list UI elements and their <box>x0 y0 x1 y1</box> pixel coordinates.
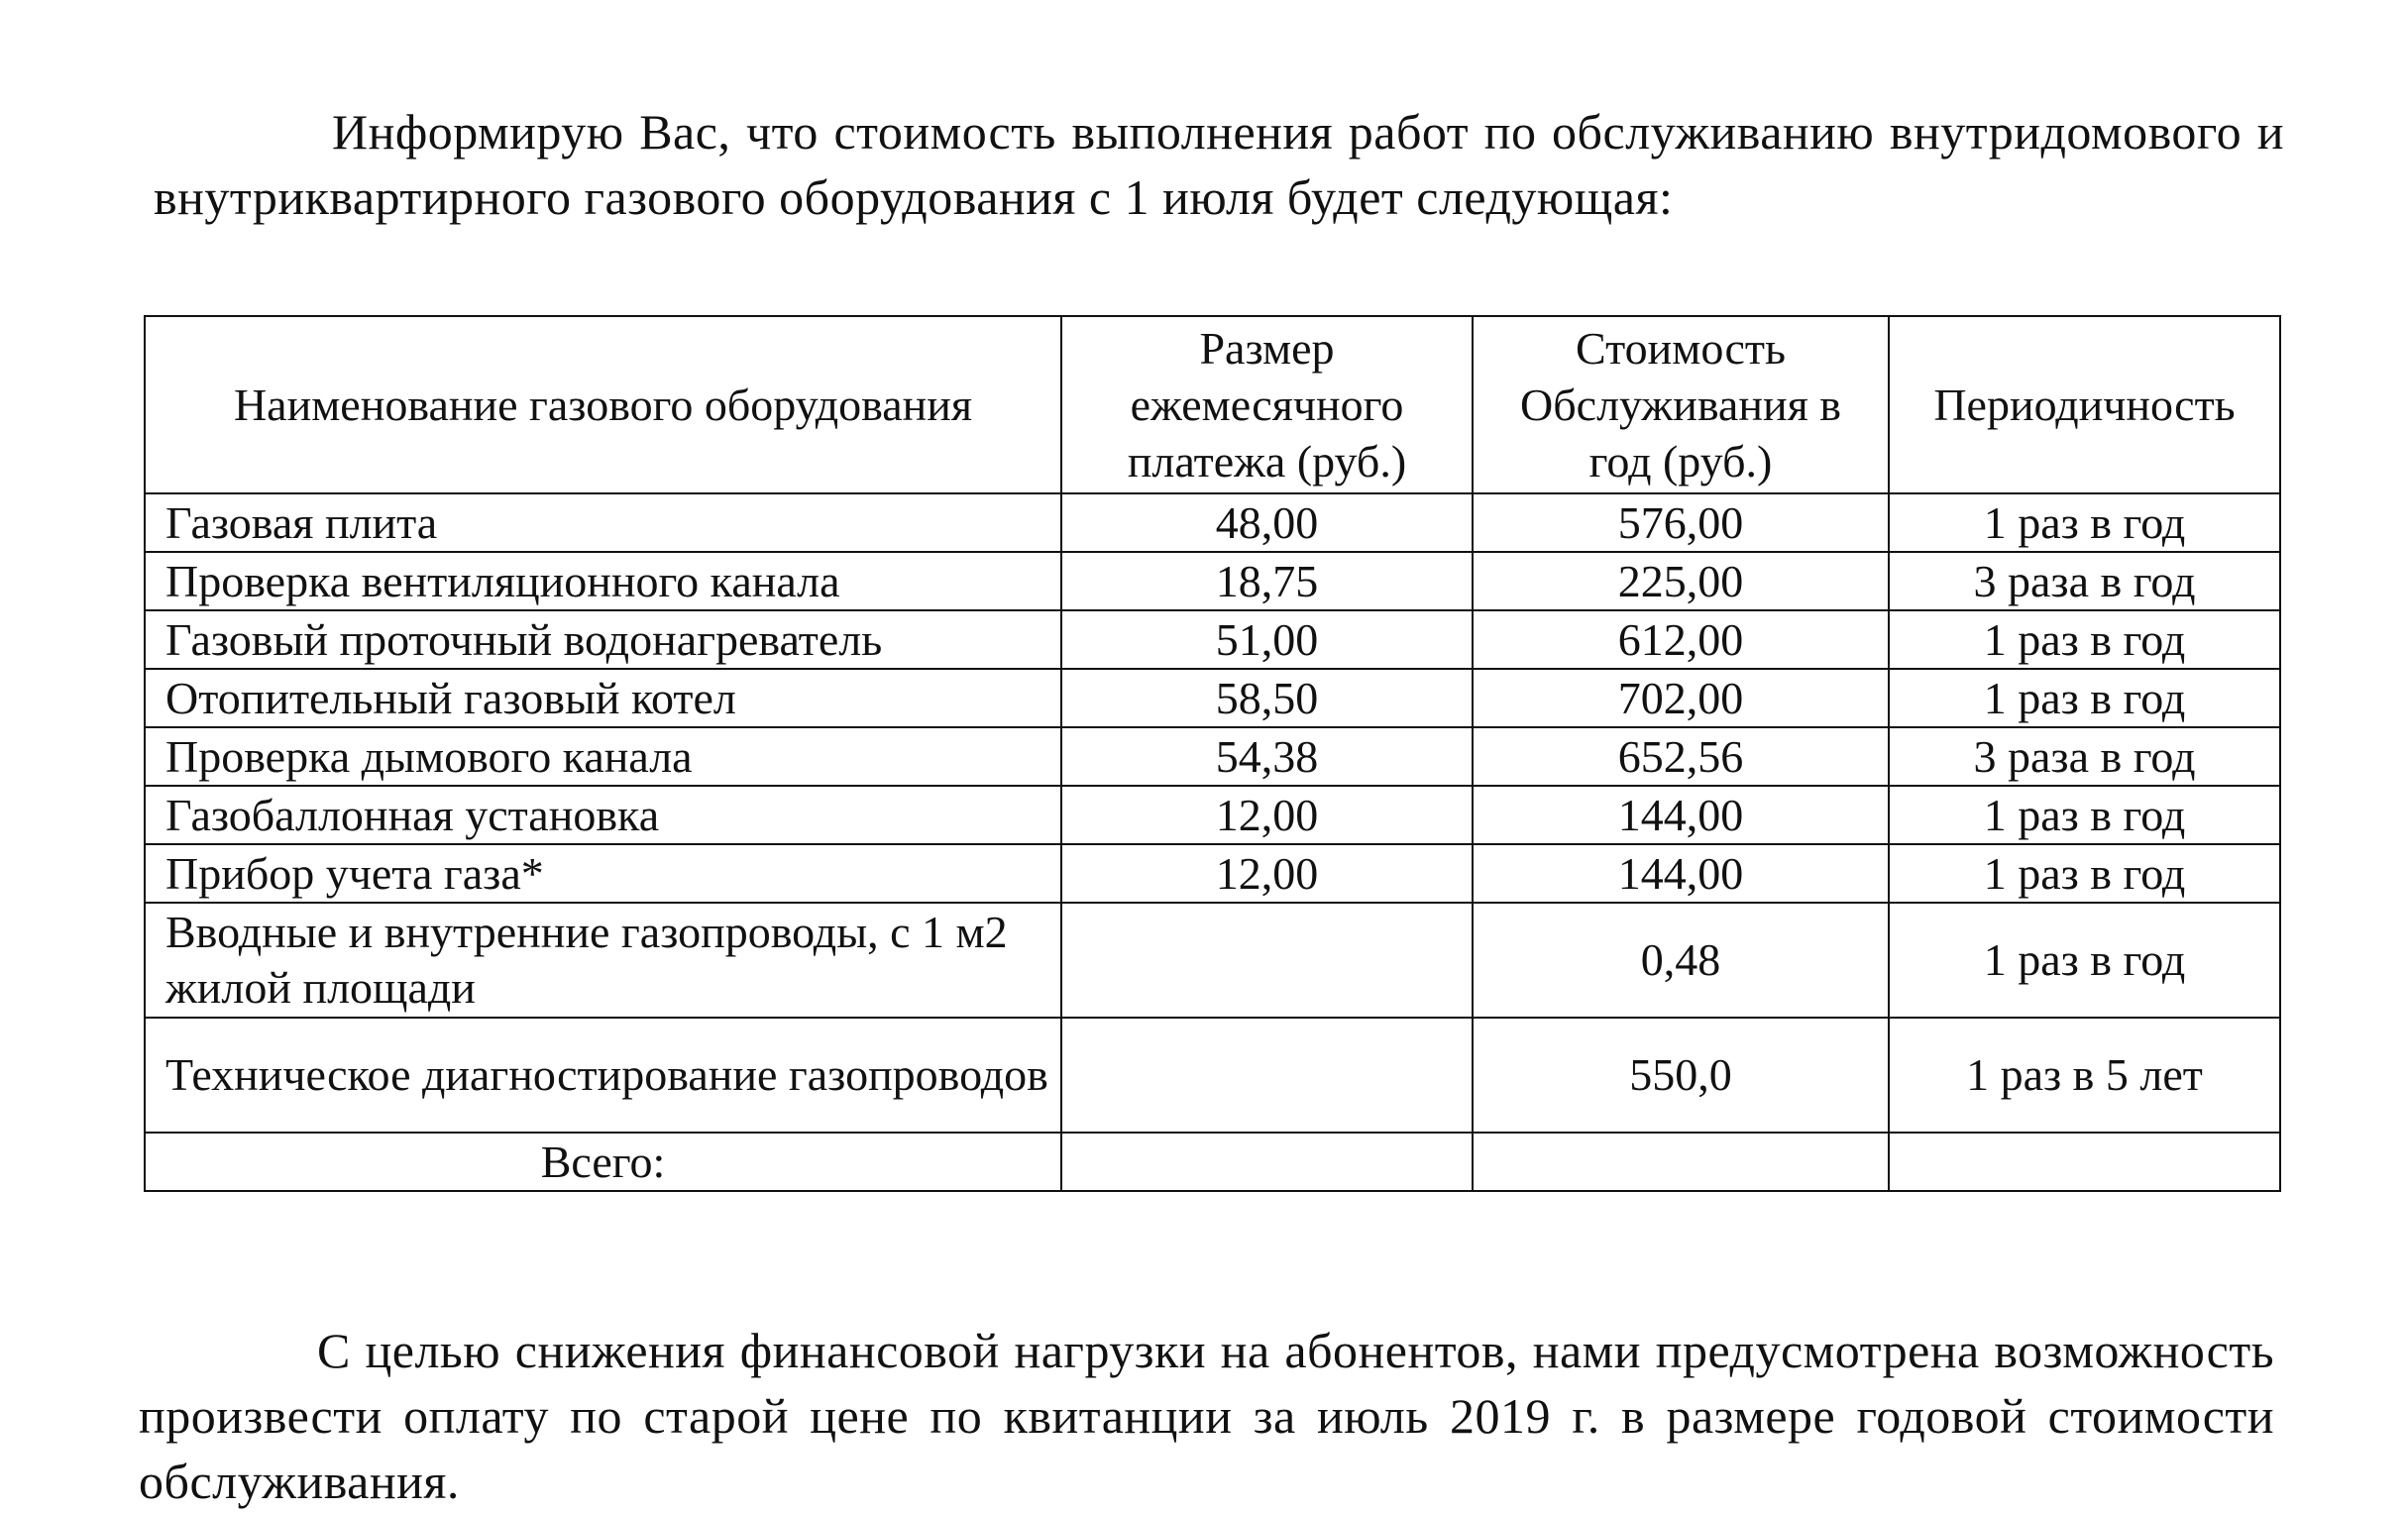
cell-monthly: 58,50 <box>1061 669 1473 727</box>
cell-annual: 0,48 <box>1473 903 1889 1018</box>
cell-annual: 702,00 <box>1473 669 1889 727</box>
table-header-row <box>145 316 2280 493</box>
cell-name: Прибор учета газа* <box>145 844 1061 903</box>
header-equipment-name: Наименование газового оборудования <box>145 316 1061 493</box>
table-row <box>145 669 2280 727</box>
table-row <box>145 552 2280 610</box>
cell-monthly: 54,38 <box>1061 727 1473 786</box>
cell-annual: 550,0 <box>1473 1018 1889 1133</box>
cell-monthly <box>1061 1018 1473 1133</box>
cell-name: Отопительный газовый котел <box>145 669 1061 727</box>
table-total-row <box>145 1133 2280 1191</box>
cell-monthly: 48,00 <box>1061 493 1473 552</box>
total-annual <box>1473 1133 1889 1191</box>
cell-name: Проверка вентиляционного канала <box>145 552 1061 610</box>
total-period <box>1889 1133 2280 1191</box>
table-row <box>145 844 2280 903</box>
cell-monthly <box>1061 903 1473 1018</box>
cell-monthly: 51,00 <box>1061 610 1473 669</box>
cell-annual: 144,00 <box>1473 786 1889 844</box>
table-row <box>145 903 2280 1018</box>
cell-annual: 144,00 <box>1473 844 1889 903</box>
cell-annual: 652,56 <box>1473 727 1889 786</box>
header-monthly-payment: Размер ежемесячного платежа (руб.) <box>1061 316 1473 493</box>
cell-name: Газовая плита <box>145 493 1061 552</box>
cell-period: 3 раза в год <box>1889 727 2280 786</box>
cell-annual: 612,00 <box>1473 610 1889 669</box>
cell-annual: 576,00 <box>1473 493 1889 552</box>
table-row <box>145 1018 2280 1133</box>
cell-period: 1 раз в год <box>1889 903 2280 1018</box>
cell-name: Вводные и внутренние газопроводы, с 1 м2 жилой площади <box>145 903 1061 1018</box>
header-periodicity: Периодичность <box>1889 316 2280 493</box>
cell-monthly: 18,75 <box>1061 552 1473 610</box>
table-row <box>145 493 2280 552</box>
total-label: Всего: <box>145 1133 1061 1191</box>
table-row <box>145 610 2280 669</box>
cell-name: Проверка дымового канала <box>145 727 1061 786</box>
cell-name: Газобаллонная установка <box>145 786 1061 844</box>
cell-period: 3 раза в год <box>1889 552 2280 610</box>
outro-paragraph: С целью снижения финансовой нагрузки на абонентов, нами предусмотрена возможность произвести оплату по старой цене по квитанции за июль 2019 г. в размере годовой стоимости обслуживания. <box>139 1323 2274 1509</box>
cell-period: 1 раз в год <box>1889 669 2280 727</box>
price-table <box>144 315 2281 1192</box>
cell-name: Техническое диагностирование газопроводов <box>145 1018 1061 1133</box>
cell-monthly: 12,00 <box>1061 786 1473 844</box>
total-monthly <box>1061 1133 1473 1191</box>
cell-period: 1 раз в год <box>1889 493 2280 552</box>
table-row <box>145 786 2280 844</box>
cell-annual: 225,00 <box>1473 552 1889 610</box>
cell-period: 1 раз в год <box>1889 610 2280 669</box>
cell-period: 1 раз в год <box>1889 786 2280 844</box>
intro-paragraph: Информирую Вас, что стоимость выполнения работ по обслуживанию внутридомового и внутриквартирного газового оборудования с 1 июля будет следующая: <box>154 104 2284 225</box>
cell-period: 1 раз в год <box>1889 844 2280 903</box>
cell-monthly: 12,00 <box>1061 844 1473 903</box>
cell-name: Газовый проточный водонагреватель <box>145 610 1061 669</box>
header-annual-cost: Стоимость Обслуживания в год (руб.) <box>1473 316 1889 493</box>
table-row <box>145 727 2280 786</box>
cell-period: 1 раз в 5 лет <box>1889 1018 2280 1133</box>
